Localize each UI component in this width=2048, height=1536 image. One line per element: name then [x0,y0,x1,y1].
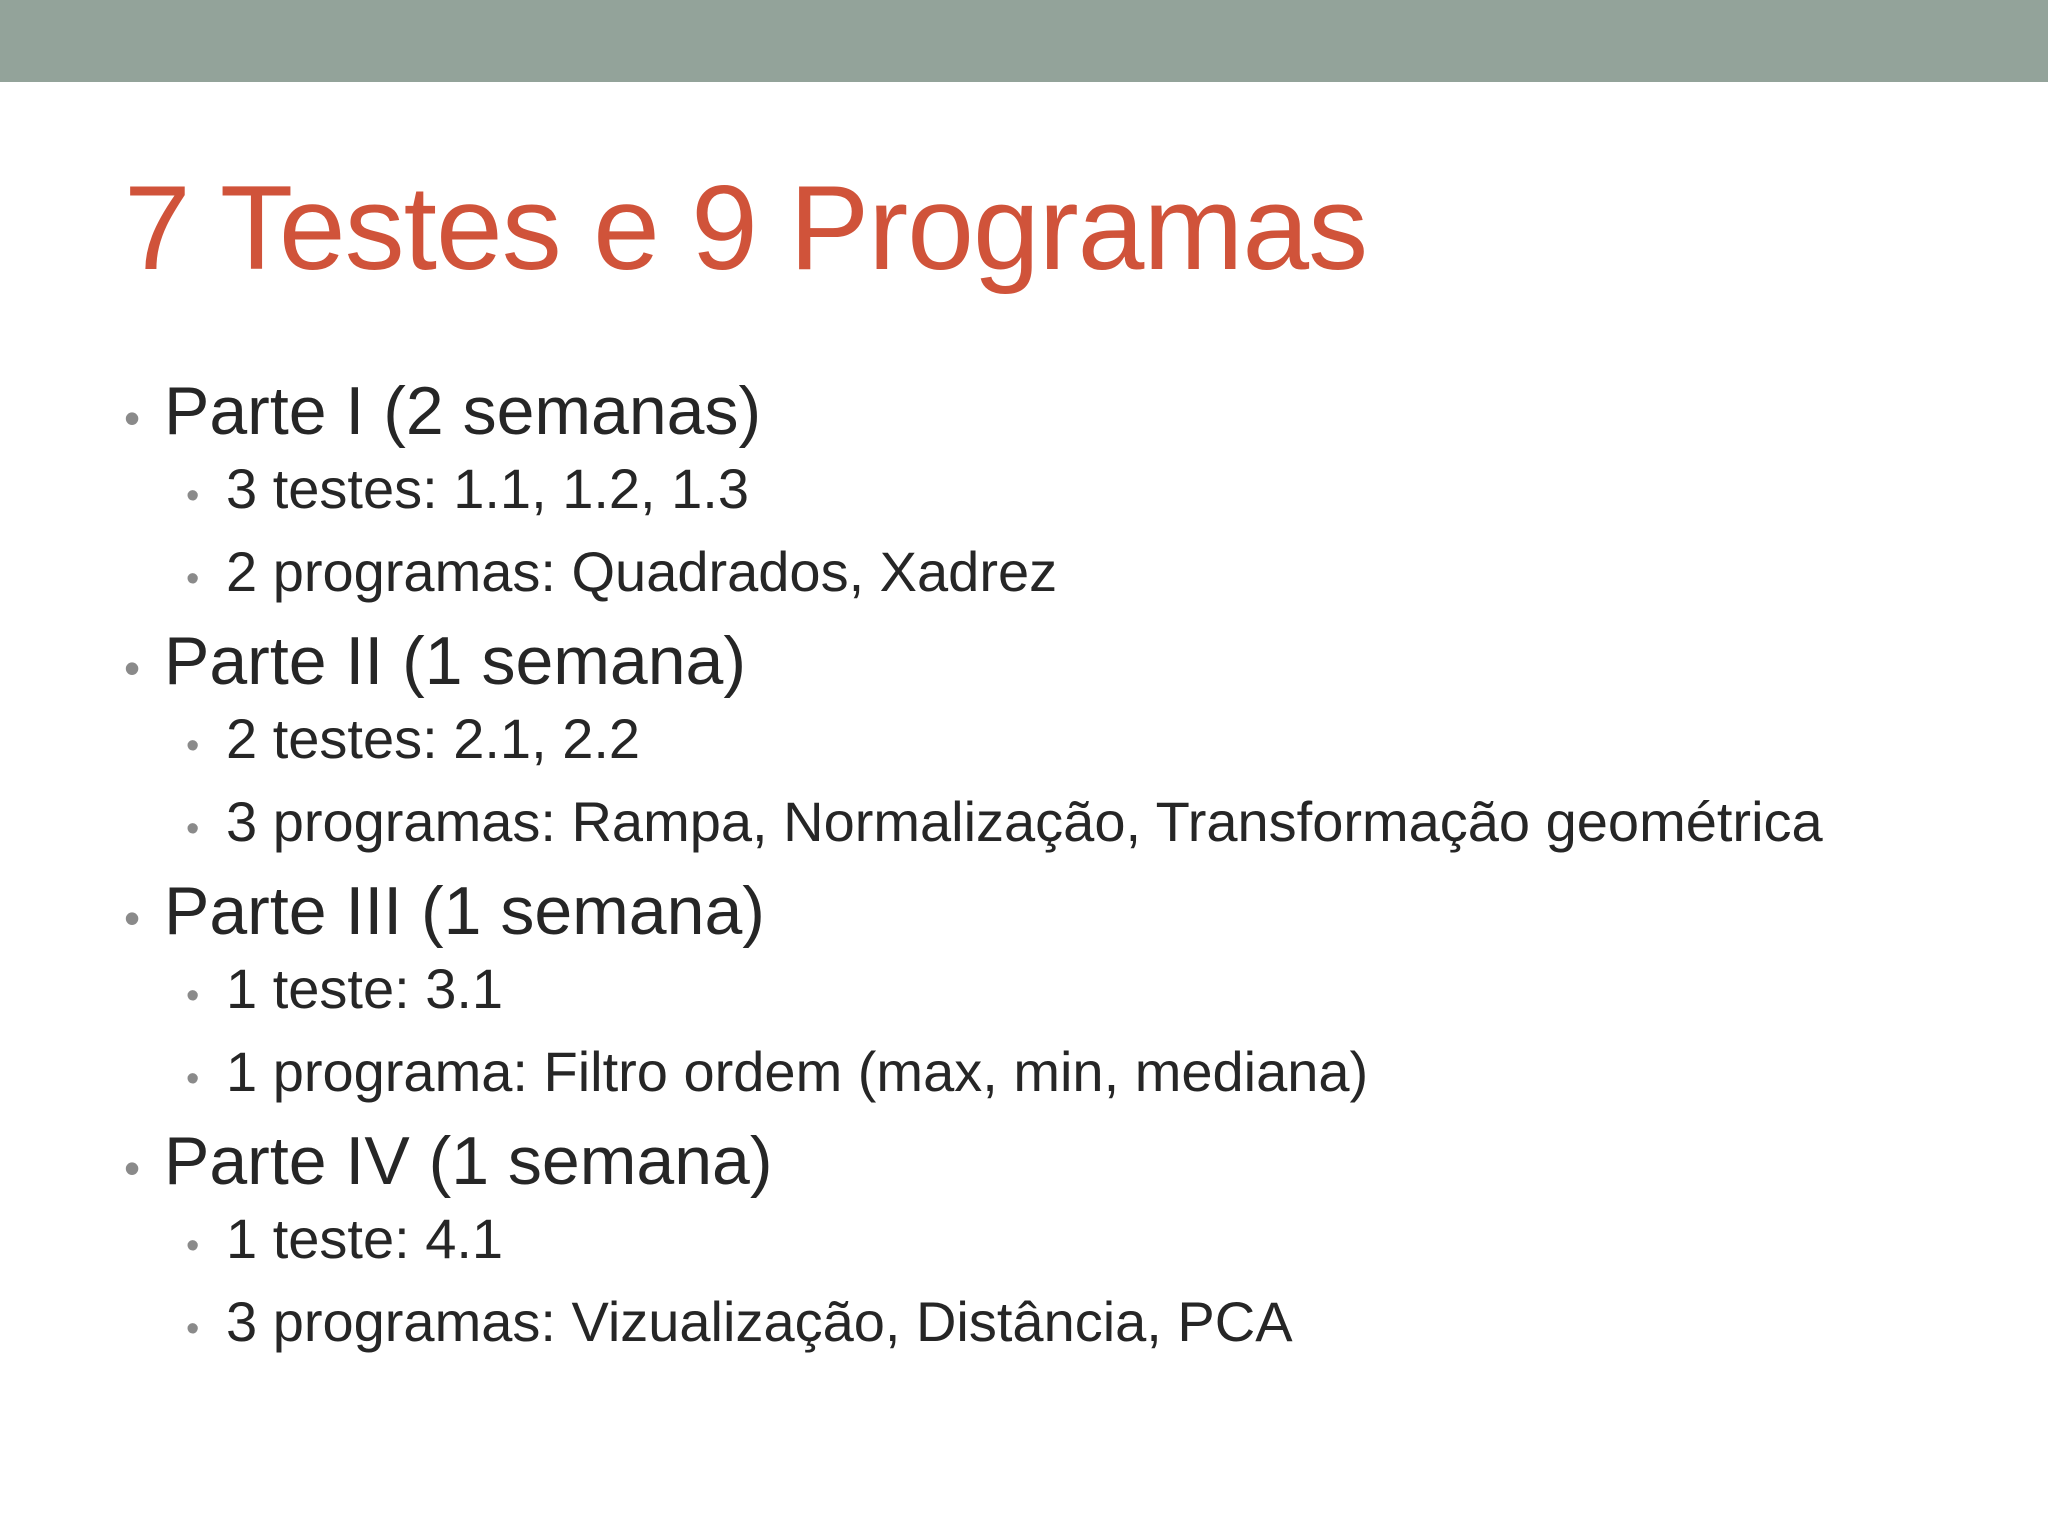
list-item [124,789,2004,872]
list-item-text: 1 teste: 4.1 [226,1207,504,1270]
bullet-icon: • [186,808,200,850]
slide-title: 7 Testes e 9 Programas [124,161,1368,295]
section-parte-4 [124,1122,2004,1372]
bullet-icon: • [124,392,141,444]
section-heading [124,1122,2004,1206]
list-item [124,456,2004,539]
list-item-text: 3 programas: Rampa, Normalização, Transformação geométrica [226,790,1823,853]
top-accent-bar [0,0,2048,82]
bullet-icon: • [186,1308,200,1350]
bullet-icon: • [186,1058,200,1100]
list-item-text: 2 programas: Quadrados, Xadrez [226,540,1058,603]
list-item [124,956,2004,1039]
section-parte-2 [124,622,2004,872]
list-item [124,1039,2004,1122]
section-parte-1 [124,372,2004,622]
list-item-text: 2 testes: 2.1, 2.2 [226,707,641,770]
list-item-text: 1 programa: Filtro ordem (max, min, mediana) [226,1040,1369,1103]
list-item [124,539,2004,622]
section-heading [124,872,2004,956]
list-item-text: 1 teste: 3.1 [226,957,504,1020]
section-heading [124,372,2004,456]
bullet-icon: • [186,475,200,517]
list-item-text: 3 testes: 1.1, 1.2, 1.3 [226,457,750,520]
section-heading-text: Parte II (1 semana) [164,623,747,699]
bullet-icon: • [186,975,200,1017]
bullet-icon: • [186,1225,200,1267]
section-heading-text: Parte I (2 semanas) [164,373,762,449]
section-heading-text: Parte IV (1 semana) [164,1123,773,1199]
bullet-list [124,372,2004,1372]
section-heading [124,622,2004,706]
bullet-icon: • [186,725,200,767]
list-item [124,1206,2004,1289]
list-item [124,1289,2004,1372]
bullet-icon: • [124,1142,141,1194]
list-item [124,706,2004,789]
bullet-icon: • [124,892,141,944]
section-heading-text: Parte III (1 semana) [164,873,765,949]
bullet-icon: • [124,642,141,694]
list-item-text: 3 programas: Vizualização, Distância, PCA [226,1290,1293,1353]
section-parte-3 [124,872,2004,1122]
bullet-icon: • [186,558,200,600]
